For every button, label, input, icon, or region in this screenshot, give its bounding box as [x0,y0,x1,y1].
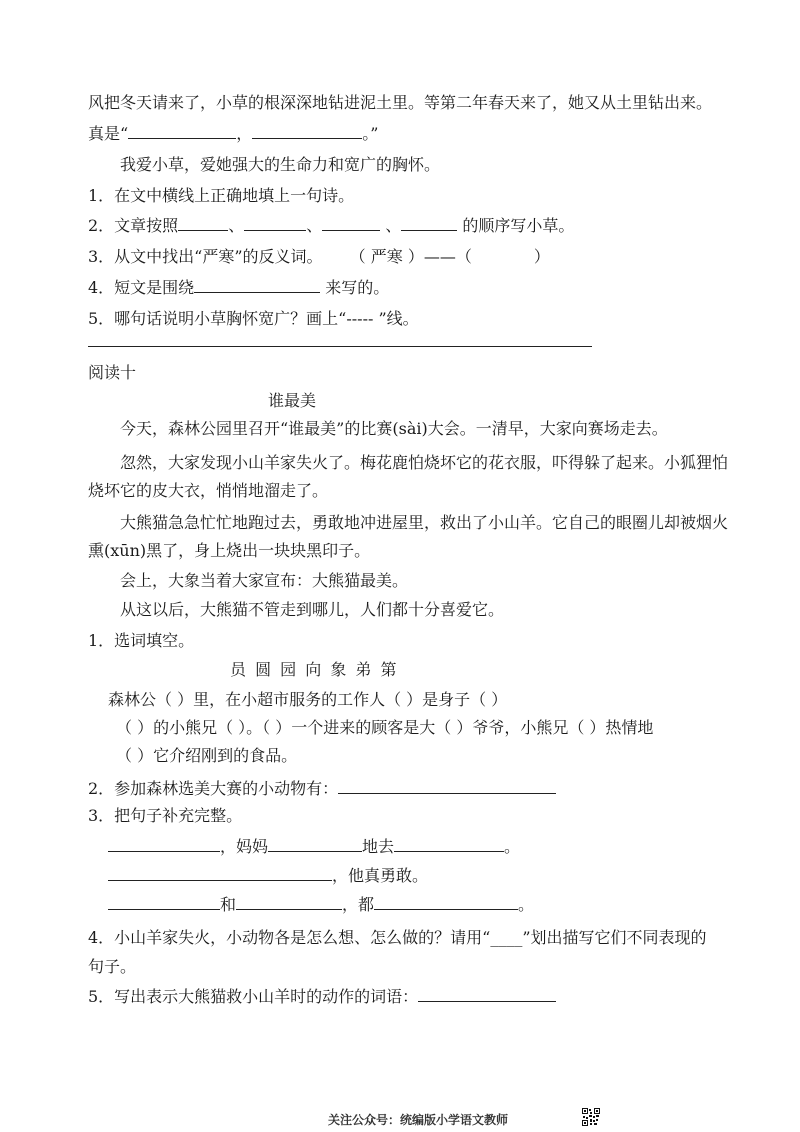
passage-line-3: 我爱小草，爱她强大的生命力和宽广的胸怀。 [120,155,441,174]
question-3-pair: （ 严寒 ）——（ [349,247,472,266]
sentence-1 [108,836,520,858]
passage-line-1: 风把冬天请来了，小草的根深深地钻进泥土里。等第二年春天来了，她又从土里钻出来。 [88,93,713,112]
question-3-prompt: 3．从文中找出“严寒”的反义词。 [88,247,323,266]
sentence-1-part-a: ，妈妈 [220,837,269,856]
q2-separator: 、 [228,216,245,235]
q2-separator: 、 [306,216,323,235]
sentence-3-and: 和 [220,895,237,914]
footer-text: 关注公众号：统编版小学语文教师 [328,1113,509,1127]
sentence-3-all: ，都 [342,895,375,914]
question-2-prefix: 2．文章按照 [88,216,179,235]
exercise-4-cont: 句子。 [88,957,137,976]
exercise-4: 4．小山羊家失火，小动物各是怎么想、怎么做的？请用“____”划出描写它们不同表现的 [88,928,707,947]
sentence-3 [108,894,534,916]
exercise-1: 1．选词填空。 [88,631,195,650]
qr-code-icon[interactable] [582,1108,600,1126]
sentence-1-end: 。 [504,837,521,856]
fill-line-3: （ ）它介绍刚到的食品。 [116,746,298,765]
sentence-2 [108,865,428,887]
story-paragraph-5: 从这以后，大熊猫不管走到哪儿，人们都十分喜爱它。 [120,600,505,619]
q2-separator: 、 [385,216,402,235]
story-title: 谁最美 [268,391,317,410]
passage-poem-line [88,123,378,145]
story-paragraph-2-cont: 烧坏它的皮大衣，悄悄地溜走了。 [88,481,329,500]
question-4-suffix: 来写的。 [325,278,390,297]
exercise-5-prompt: 5．写出表示大熊猫救小山羊时的动作的词语： [88,987,419,1006]
fill-line-1: 森林公（ ）里，在小超市服务的工作人（ ）是身子（ ） [108,690,508,709]
word-bank: 员 圆 园 向 象 弟 第 [230,660,397,679]
question-4-prefix: 4．短文是围绕 [88,278,195,297]
exercise-3: 3．把句子补充完整。 [88,806,243,825]
question-5: 5．哪句话说明小草胸怀宽广？画上“----- ”线。 [88,309,419,328]
poem-suffix: 。” [362,124,379,143]
sentence-3-blank-2[interactable] [236,894,342,910]
sentence-2-text: ，他真勇敢。 [332,866,429,885]
q2-blank-3[interactable] [322,215,380,231]
story-paragraph-4: 会上，大象当着大家宣布：大熊猫最美。 [120,571,409,590]
question-2 [88,215,574,237]
story-paragraph-2: 忽然，大家发现小山羊家失火了。梅花鹿怕烧坏它的花衣服，吓得躲了起来。小狐狸怕 [120,453,729,472]
poem-comma: ， [236,124,253,143]
poem-blank-1[interactable] [128,123,236,139]
question-3 [88,246,550,268]
question-4 [88,277,389,299]
question-3-close: ） [533,247,550,266]
sentence-2-blank[interactable] [108,865,332,881]
exercise-2-prompt: 2．参加森林选美大赛的小动物有： [88,779,339,798]
q2-blank-2[interactable] [244,215,306,231]
story-paragraph-1: 今天，森林公园里召开“谁最美”的比赛(sài)大会。一清早，大家向赛场走去。 [120,419,668,438]
question-2-suffix: 的顺序写小草。 [462,216,575,235]
story-paragraph-3: 大熊猫急急忙忙地跑过去，勇敢地冲进屋里，救出了小山羊。它自己的眼圈儿却被烟火 [120,513,729,532]
poem-blank-2[interactable] [252,123,362,139]
answer-line[interactable] [88,346,592,347]
poem-prefix: 真是“ [88,124,129,143]
section-title: 阅读十 [88,363,137,382]
fill-line-2: （ ）的小熊兄（ ）。（ ）一个进来的顾客是大（ ）爷爷，小熊兄（ ）热情地 [116,718,654,737]
sentence-1-blank-1[interactable] [108,836,220,852]
q4-blank[interactable] [194,277,320,293]
sentence-3-blank-1[interactable] [108,894,220,910]
story-paragraph-3-cont: 熏(xūn)黑了，身上烧出一块块黑印子。 [88,541,371,560]
sentence-1-part-b: 地去 [362,837,395,856]
question-1: 1．在文中横线上正确地填上一句诗。 [88,186,355,205]
sentence-1-blank-3[interactable] [394,836,504,852]
sentence-1-blank-2[interactable] [268,836,362,852]
exercise-2 [88,778,556,800]
sentence-3-end: 。 [518,895,535,914]
sentence-3-blank-3[interactable] [374,894,518,910]
q2-blank-1[interactable] [178,215,228,231]
q2-blank-4[interactable] [401,215,457,231]
exercise-2-blank[interactable] [338,778,556,794]
exercise-5-blank[interactable] [418,986,556,1002]
exercise-5 [88,986,556,1008]
